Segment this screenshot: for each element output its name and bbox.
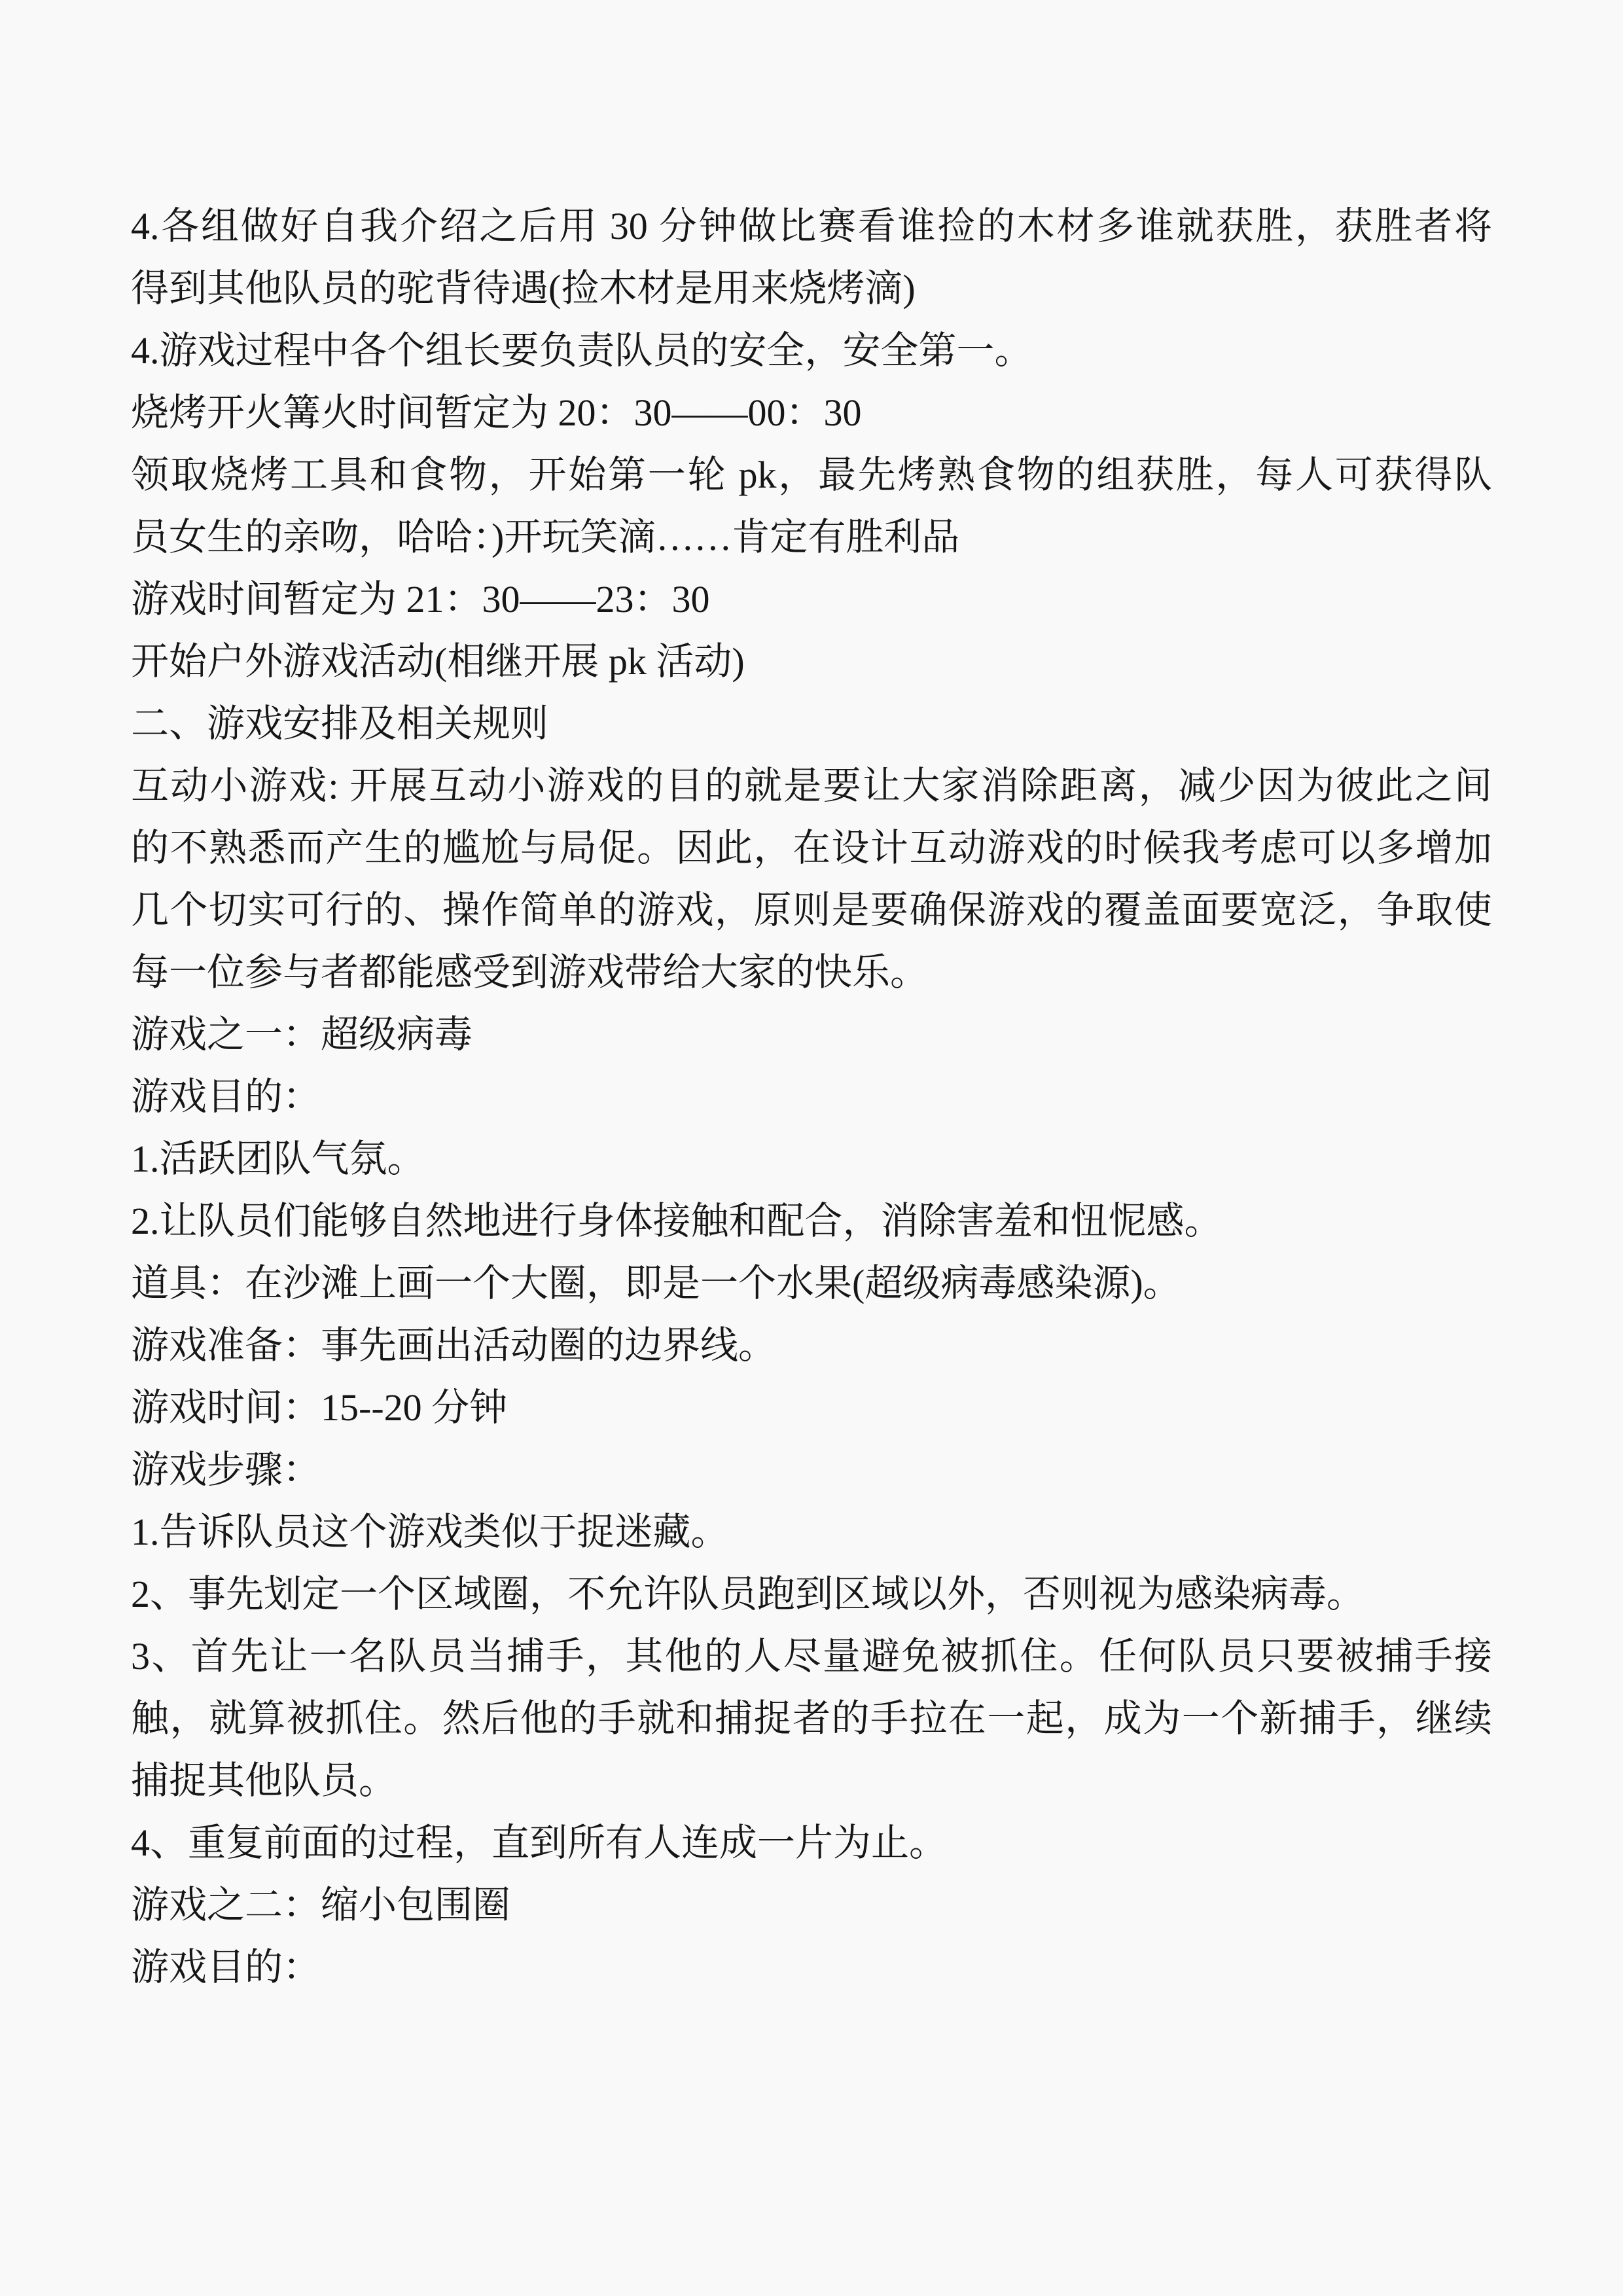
text-line: 游戏准备：事先画出活动圈的边界线。 (131, 1324, 777, 1367)
text-line: 2、事先划定一个区域圈，不允许队员跑到区域以外，否则视为感染病毒。 (131, 1573, 1365, 1615)
text-line: 烧烤开火篝火时间暂定为 20：30——00：30 (131, 391, 862, 434)
text-line: 几个切实可行的、操作简单的游戏，原则是要确保游戏的覆盖面要宽泛，争取使 (131, 889, 1492, 931)
text-line: 4.游戏过程中各个组长要负责队员的安全，安全第一。 (131, 329, 1033, 372)
text-line: 游戏之一：超级病毒 (131, 1013, 473, 1056)
text-line: 触，就算被抓住。然后他的手就和捕捉者的手拉在一起，成为一个新捕手，继续 (131, 1697, 1492, 1740)
text-line: 游戏时间暂定为 21：30——23：30 (131, 578, 710, 620)
text-line: 每一位参与者都能感受到游戏带给大家的快乐。 (131, 951, 929, 994)
text-line: 1.告诉队员这个游戏类似于捉迷藏。 (131, 1511, 729, 1553)
text-line: 2.让队员们能够自然地进行身体接触和配合，消除害羞和忸怩感。 (131, 1200, 1222, 1242)
text-line: 道具：在沙滩上画一个大圈，即是一个水果(超级病毒感染源)。 (131, 1262, 1181, 1304)
text-line: 开始户外游戏活动(相继开展 pk 活动) (131, 640, 745, 683)
text-line: 游戏时间：15--20 分钟 (131, 1386, 508, 1429)
text-line: 游戏之二：缩小包围圈 (131, 1884, 511, 1926)
text-line: 捕捉其他队员。 (131, 1759, 397, 1802)
text-line: 3、首先让一名队员当捕手，其他的人尽量避免被抓住。任何队员只要被捕手接 (131, 1635, 1492, 1677)
text-line: 4、重复前面的过程，直到所有人连成一片为止。 (131, 1821, 948, 1864)
text-line: 领取烧烤工具和食物，开始第一轮 pk，最先烤熟食物的组获胜，每人可获得队 (131, 454, 1492, 496)
text-line: 互动小游戏: 开展互动小游戏的目的就是要让大家消除距离，减少因为彼此之间 (131, 764, 1492, 807)
text-line: 员女生的亲吻，哈哈：)开玩笑滴……肯定有胜利品 (131, 516, 960, 558)
text-line: 游戏目的： (131, 1946, 321, 1988)
text-line: 二、游戏安排及相关规则 (131, 702, 549, 745)
text-line: 4.各组做好自我介绍之后用 30 分钟做比赛看谁捡的木材多谁就获胜，获胜者将 (131, 205, 1492, 247)
text-line: 游戏目的： (131, 1075, 321, 1118)
text-line: 得到其他队员的驼背待遇(捡木材是用来烧烤滴) (131, 267, 916, 310)
text-line: 游戏步骤： (131, 1448, 321, 1491)
text-line: 1.活跃团队气氛。 (131, 1138, 425, 1180)
text-line: 的不熟悉而产生的尴尬与局促。因此，在设计互动游戏的时候我考虑可以多增加 (131, 827, 1492, 869)
